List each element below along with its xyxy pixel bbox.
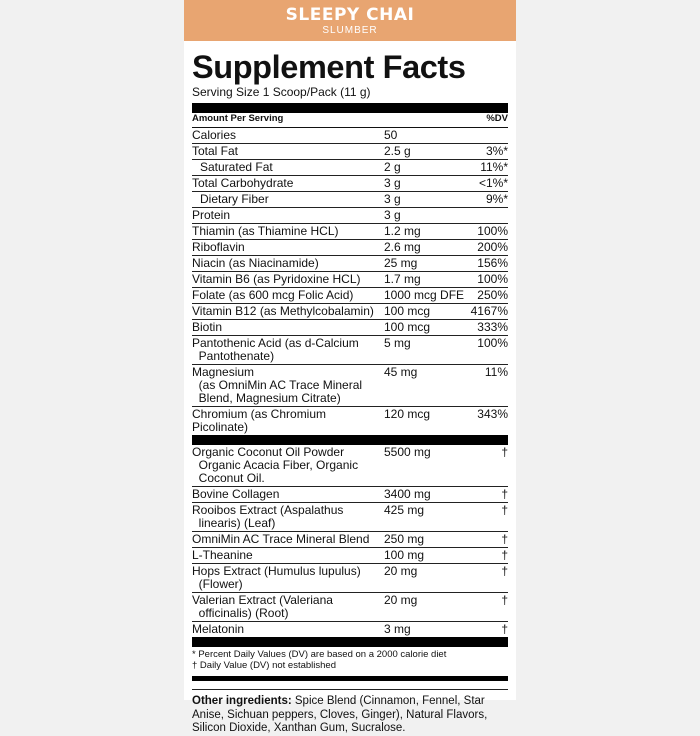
product-subtitle: SLUMBER bbox=[322, 25, 378, 36]
nutrient-row bbox=[192, 256, 508, 272]
nutrient-dv: † bbox=[501, 503, 508, 517]
nutrient-amount: 3 g bbox=[384, 176, 401, 190]
nutrient-amount: 120 mcg bbox=[384, 407, 431, 421]
nutrient-dv: † bbox=[501, 487, 508, 501]
nutrient-name: Chromium (as Chromium Picolinate) bbox=[192, 407, 327, 434]
divider-thick bbox=[192, 103, 508, 113]
nutrient-dv: 200% bbox=[477, 240, 508, 254]
amount-header-row bbox=[192, 113, 508, 128]
serving-size: Serving Size 1 Scoop/Pack (11 g) bbox=[192, 85, 371, 99]
footnotes bbox=[192, 647, 508, 676]
nutrient-row bbox=[192, 548, 508, 564]
nutrient-name: Calories bbox=[192, 128, 237, 142]
nutrient-amount: 250 mg bbox=[384, 532, 425, 546]
nutrient-dv: 4167% bbox=[470, 304, 508, 318]
nutrient-dv: 343% bbox=[477, 407, 508, 421]
blend-rows bbox=[192, 445, 508, 637]
other-ingredients-label: Other ingredients: bbox=[192, 695, 292, 707]
nutrient-dv: 100% bbox=[477, 224, 508, 238]
divider-thick bbox=[192, 637, 508, 647]
nutrient-row bbox=[192, 365, 508, 407]
nutrient-amount: 3 g bbox=[384, 208, 401, 222]
nutrient-dv: 11%* bbox=[480, 160, 508, 174]
nutrient-dv: † bbox=[501, 548, 508, 562]
nutrient-amount: 100 mcg bbox=[384, 320, 431, 334]
nutrient-amount: 1.7 mg bbox=[384, 272, 421, 286]
nutrient-dv: 11% bbox=[484, 365, 508, 379]
nutrient-dv: † bbox=[501, 622, 508, 636]
nutrient-row bbox=[192, 160, 508, 176]
nutrient-dv: † bbox=[501, 445, 508, 459]
supplement-label-panel bbox=[184, 0, 516, 734]
nutrient-row bbox=[192, 224, 508, 240]
nutrient-name: L-Theanine bbox=[192, 548, 253, 562]
nutrient-row bbox=[192, 208, 508, 224]
nutrient-row bbox=[192, 176, 508, 192]
nutrient-dv: † bbox=[501, 564, 508, 578]
nutrient-row bbox=[192, 503, 508, 532]
nutrient-amount: 45 mg bbox=[384, 365, 418, 379]
divider-thick bbox=[192, 435, 508, 445]
nutrient-row bbox=[192, 144, 508, 160]
nutrient-name: Dietary Fiber bbox=[200, 192, 269, 206]
nutrient-dv: 100% bbox=[477, 336, 508, 350]
nutrient-name: Folate (as 600 mcg Folic Acid) bbox=[192, 288, 354, 302]
footnote-dagger: † Daily Value (DV) not established bbox=[192, 660, 336, 671]
nutrient-name: Magnesium (as OmniMin AC Trace Mineral Blend, Magnesium Citrate) bbox=[192, 365, 363, 405]
nutrient-row bbox=[192, 304, 508, 320]
nutrient-row bbox=[192, 564, 508, 593]
nutrient-name: Valerian Extract (Valeriana officinalis) (Root) bbox=[192, 593, 333, 620]
nutrient-dv: 9%* bbox=[485, 192, 508, 206]
nutrient-row bbox=[192, 487, 508, 503]
nutrient-name: Total Fat bbox=[192, 144, 239, 158]
nutrient-dv: 3%* bbox=[485, 144, 508, 158]
facts-title: Supplement Facts bbox=[192, 49, 466, 85]
nutrient-dv: 333% bbox=[477, 320, 508, 334]
nutrient-amount: 2.5 g bbox=[384, 144, 411, 158]
nutrient-dv: 156% bbox=[477, 256, 508, 270]
nutrient-name: Vitamin B6 (as Pyridoxine HCL) bbox=[192, 272, 361, 286]
nutrient-name: Saturated Fat bbox=[200, 160, 273, 174]
nutrient-amount: 425 mg bbox=[384, 503, 425, 517]
nutrient-name: OmniMin AC Trace Mineral Blend bbox=[192, 532, 370, 546]
nutrient-row bbox=[192, 128, 508, 144]
other-ingredients-text: Spice Blend (Cinnamon, Fennel, Star Anise, Sichuan peppers, Cloves, Ginger), Natural Flavors, Silicon Dioxide, Xanthan Gum, Sucralose. bbox=[192, 695, 488, 734]
dv-header-label: %DV bbox=[486, 113, 508, 124]
nutrient-row bbox=[192, 288, 508, 304]
nutrient-amount: 3 g bbox=[384, 192, 401, 206]
divider-bottom bbox=[192, 676, 508, 681]
nutrient-amount: 2.6 mg bbox=[384, 240, 421, 254]
nutrient-amount: 50 bbox=[384, 128, 398, 142]
footnote-dv: * Percent Daily Values (DV) are based on a 2000 calorie diet bbox=[192, 649, 447, 660]
nutrient-amount: 100 mg bbox=[384, 548, 425, 562]
nutrient-name: Hops Extract (Humulus lupulus) (Flower) bbox=[192, 564, 361, 591]
nutrient-dv: † bbox=[501, 593, 508, 607]
nutrient-amount: 20 mg bbox=[384, 564, 418, 578]
supplement-facts-box bbox=[192, 50, 508, 736]
nutrient-dv: 250% bbox=[477, 288, 508, 302]
nutrient-name: Melatonin bbox=[192, 622, 245, 636]
nutrient-name: Pantothenic Acid (as d-Calcium Pantothenate) bbox=[192, 336, 359, 363]
nutrient-row bbox=[192, 192, 508, 208]
nutrient-amount: 2 g bbox=[384, 160, 401, 174]
product-name: SLEEPY CHAI bbox=[285, 5, 415, 25]
nutrient-row bbox=[192, 532, 508, 548]
nutrient-name: Protein bbox=[192, 208, 231, 222]
nutrient-name: Thiamin (as Thiamine HCL) bbox=[192, 224, 339, 238]
nutrient-row bbox=[192, 445, 508, 487]
nutrient-amount: 5500 mg bbox=[384, 445, 431, 459]
nutrient-name: Riboflavin bbox=[192, 240, 245, 254]
nutrient-row bbox=[192, 320, 508, 336]
nutrient-name: Biotin bbox=[192, 320, 223, 334]
nutrient-name: Organic Coconut Oil Powder Organic Acacia Fiber, Organic Coconut Oil. bbox=[192, 445, 359, 485]
amount-per-serving-label: Amount Per Serving bbox=[192, 113, 284, 124]
nutrient-amount: 20 mg bbox=[384, 593, 418, 607]
product-banner bbox=[184, 0, 516, 41]
nutrient-row bbox=[192, 593, 508, 622]
nutrient-amount: 1000 mcg DFE bbox=[384, 288, 465, 302]
nutrient-name: Bovine Collagen bbox=[192, 487, 280, 501]
nutrient-row bbox=[192, 272, 508, 288]
nutrient-dv: <1%* bbox=[478, 176, 508, 190]
nutrient-row bbox=[192, 407, 508, 435]
nutrient-name: Rooibos Extract (Aspalathus linearis) (Leaf) bbox=[192, 503, 344, 530]
nutrient-amount: 5 mg bbox=[384, 336, 411, 350]
nutrient-amount: 25 mg bbox=[384, 256, 418, 270]
nutrient-dv: † bbox=[501, 532, 508, 546]
nutrient-amount: 3 mg bbox=[384, 622, 411, 636]
nutrient-dv: 100% bbox=[477, 272, 508, 286]
nutrient-name: Vitamin B12 (as Methylcobalamin) bbox=[192, 304, 374, 318]
nutrient-amount: 1.2 mg bbox=[384, 224, 421, 238]
vitamin-rows bbox=[192, 128, 508, 435]
nutrient-name: Total Carbohydrate bbox=[192, 176, 294, 190]
nutrient-row bbox=[192, 336, 508, 365]
nutrient-amount: 3400 mg bbox=[384, 487, 431, 501]
nutrient-amount: 100 mcg bbox=[384, 304, 431, 318]
nutrient-row bbox=[192, 622, 508, 637]
other-ingredients bbox=[192, 689, 508, 736]
nutrient-name: Niacin (as Niacinamide) bbox=[192, 256, 319, 270]
nutrient-row bbox=[192, 240, 508, 256]
